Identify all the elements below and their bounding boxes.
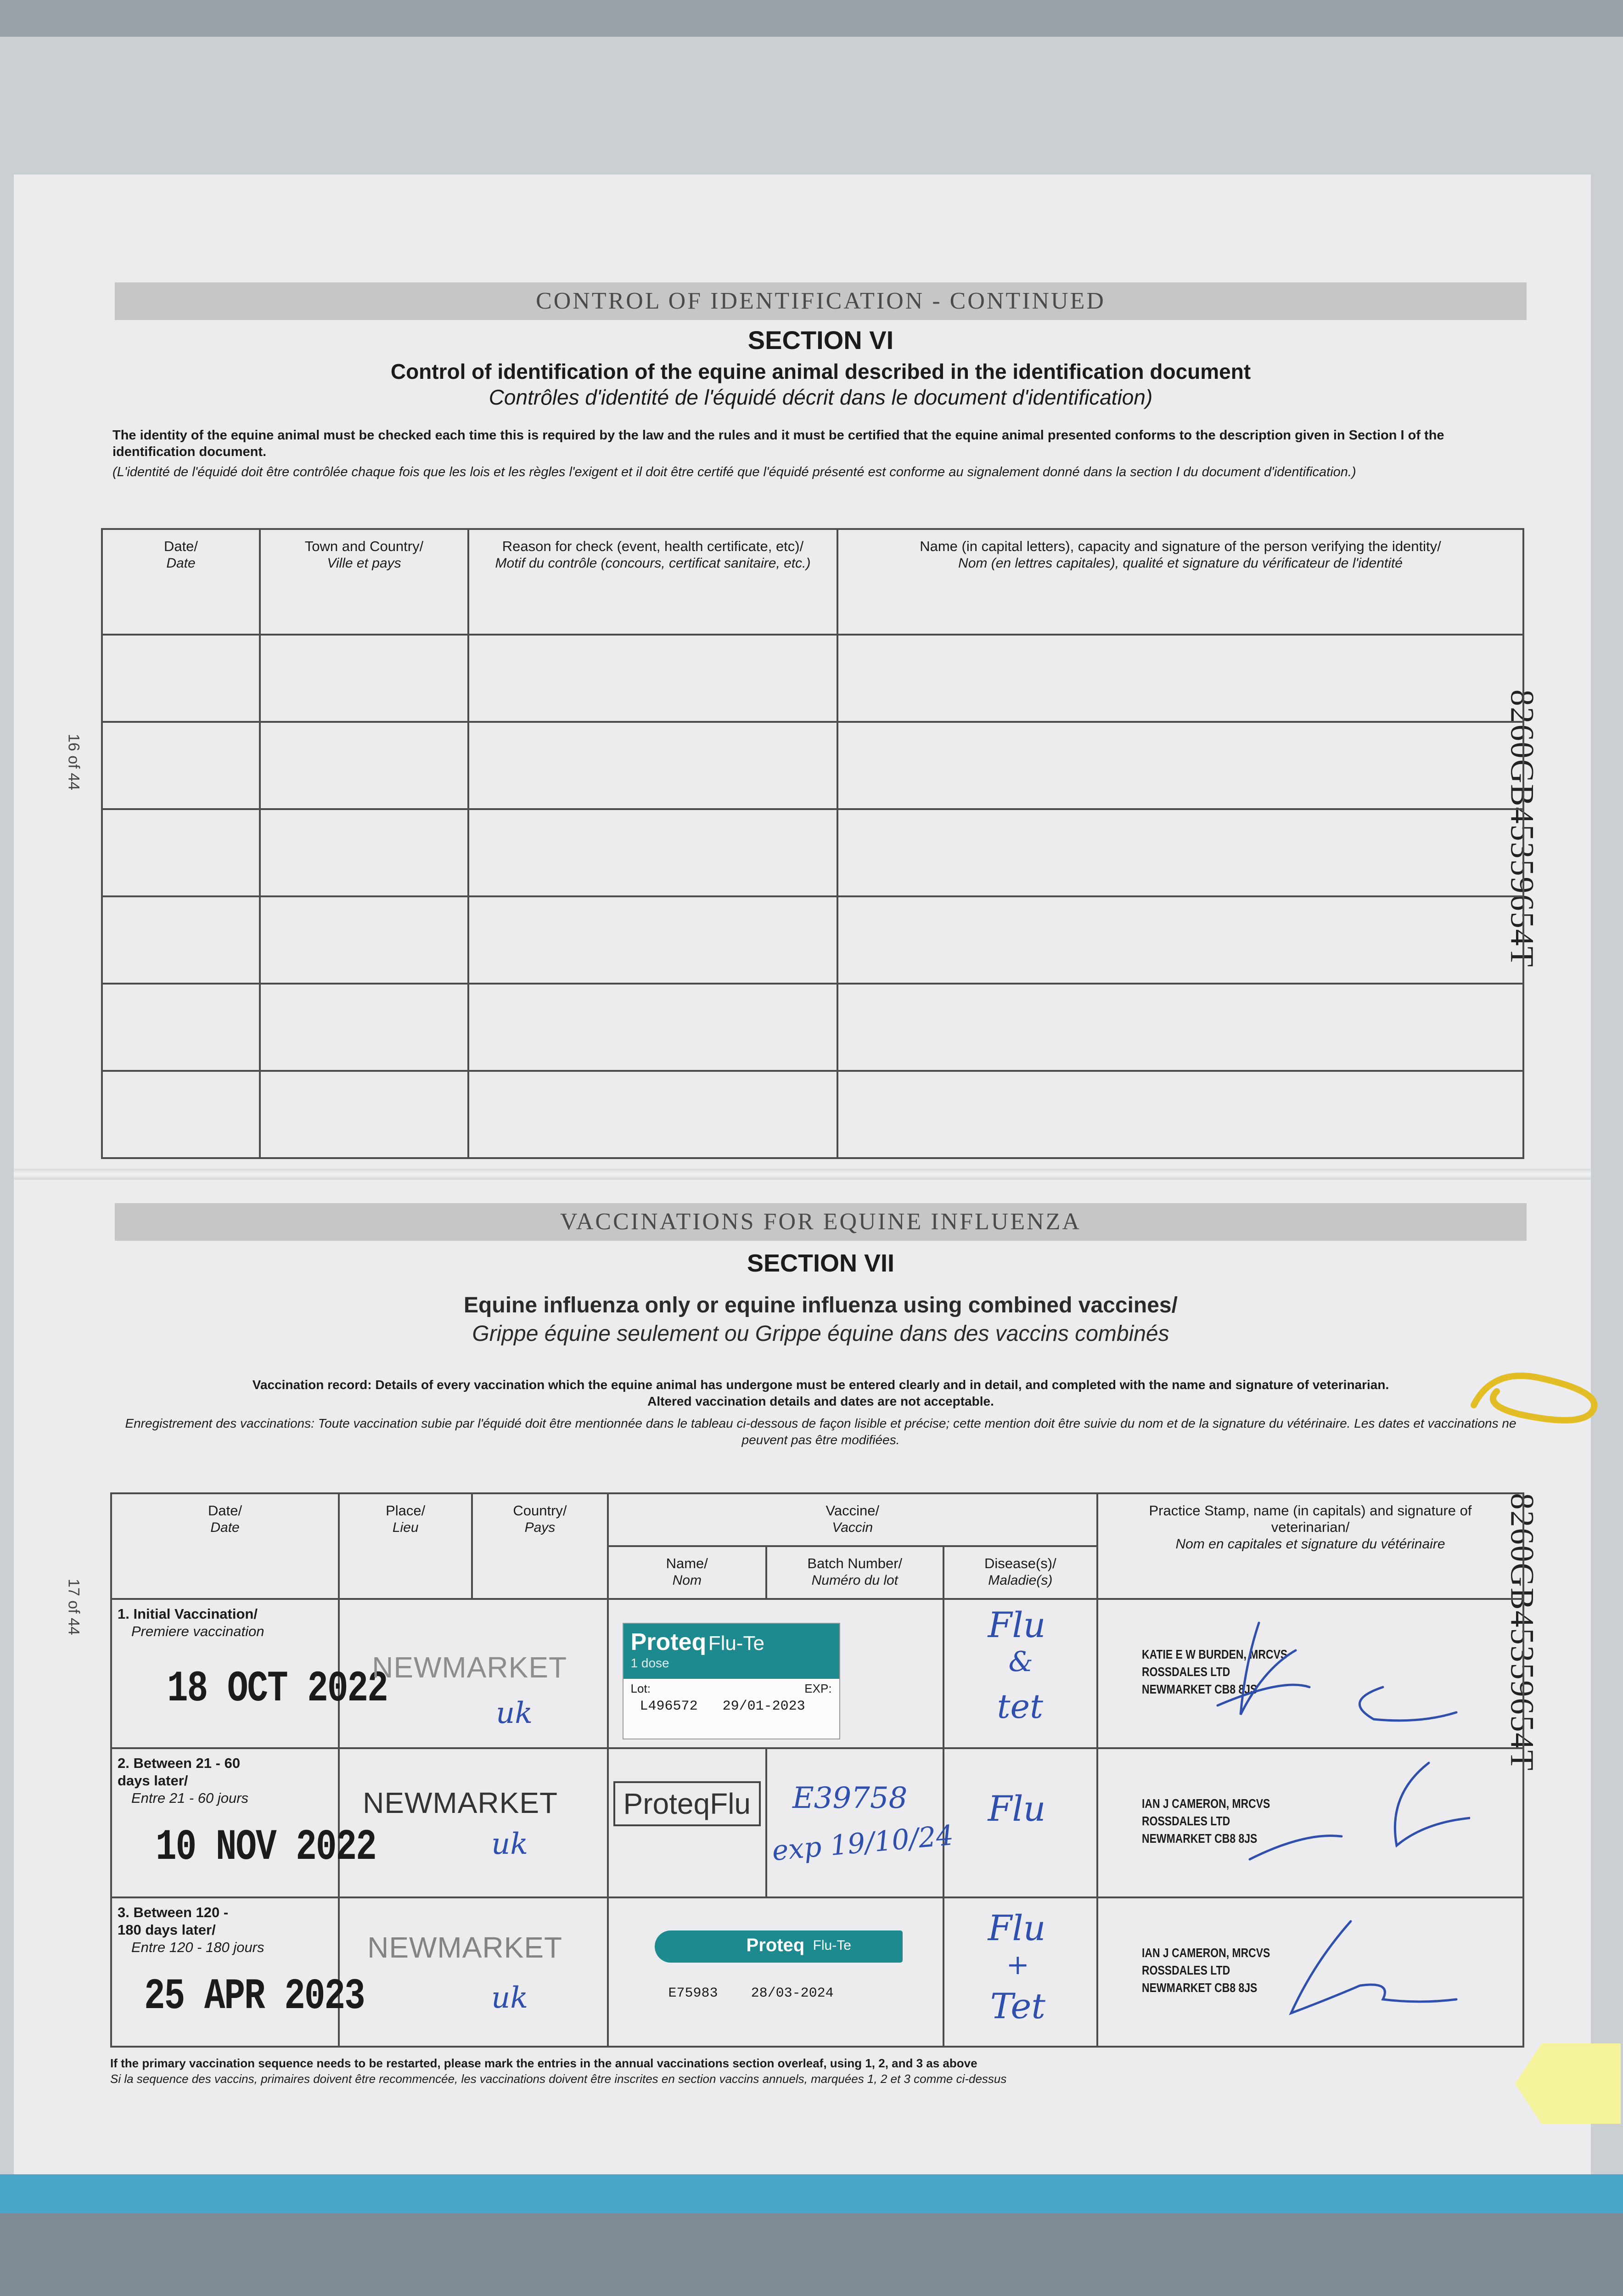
vaccination-header-top [111,1493,1523,1546]
vacc-row-2-place: NEWMARKET [363,1786,558,1819]
vacc-row-3-disease-2: + [1006,1949,1029,1981]
table-row [102,896,1523,984]
vacc-row-3-label-fr: Entre 120 - 180 jours [131,1939,264,1955]
vaccine-brand-1: Proteq [630,1629,707,1655]
col-reason: Reason for check (event, health certificate, etc)/ Motif du contrôle (concours, certificat sanitaire, etc.) [468,529,837,635]
vaccine-lot-1: L496572 [640,1699,698,1714]
vacc-row-2-disease-cell [943,1748,1097,1897]
vacc-row-3-vet-stamp: IAN J CAMERON, MRCVS ROSSDALES LTD NEWMARKET CB8 8JS [1142,1946,1270,1995]
restart-note-fr: Si la sequence des vaccins, primaires doivent être recommencée, les vaccinations doivent être inscrites en section vaccins annuels, marquées 1, 2 et 3 comme ci-dessus [110,2072,1007,2086]
page-number-16: 16 of 44 [65,734,83,790]
vaccine-exp-3: 28/03-2024 [751,1986,834,2001]
section-vii-title: SECTION VII [747,1249,895,1277]
col-vacc-name: Name/ Nom [608,1546,766,1599]
vacc-row-1-date-cell [111,1599,387,1748]
vacc-row-1-date: 18 OCT 2022 [167,1664,387,1714]
vet-signature-icon [1190,1609,1466,1733]
vaccine-lot-label-1: Lot: [630,1682,651,1695]
vacc-row-1-disease-1: Flu [988,1604,1046,1645]
vacc-row-2-batch: E39758 [792,1781,908,1815]
header-bar-control: CONTROL OF IDENTIFICATION - CONTINUED [115,282,1527,320]
document-id-top: 8260GB45359654T [1504,689,1541,968]
table-row [111,1748,1523,1897]
vacc-row-1-label-fr: Premiere vaccination [131,1623,264,1639]
col-vacc-batch: Batch Number/ Numéro du lot [766,1546,943,1599]
passport-cover-edge [0,2174,1623,2218]
col-vacc-date: Date/ Date [111,1493,339,1599]
vacc-row-2-name-cell [608,1748,766,1897]
table-row [111,1897,1523,2047]
vacc-row-1-country: uk [496,1696,533,1730]
vacc-row-3-vaccine-cell [608,1897,943,2047]
vacc-row-2-stamp-cell [1097,1748,1523,1897]
vacc-row-2-country: uk [491,1827,528,1861]
vacc-row-2-batch-exp: exp 19/10/24 [770,1819,955,1868]
vacc-row-3-label: 3. Between 120 - 180 days later/ [118,1904,229,1938]
control-title-en: Control of identification of the equine animal described in the identification document [390,360,1251,383]
vacc-row-1-label: 1. Initial Vaccination/ [118,1606,258,1622]
vet-signature-icon [1213,1754,1470,1878]
table-row [102,635,1523,722]
book-fold [14,1169,1591,1180]
scan-top-edge [0,0,1623,37]
col-vacc-disease: Disease(s)/ Maladie(s) [943,1546,1097,1599]
vaccination-title-en: Equine influenza only or equine influenza using combined vaccines/ [464,1293,1178,1317]
header-bar-vaccinations: VACCINATIONS FOR EQUINE INFLUENZA [115,1203,1527,1241]
vacc-row-2-date-cell [111,1748,376,1897]
identity-check-table [101,528,1524,1159]
col-vacc-country: Country/ Pays [472,1493,607,1599]
scan-bottom-edge [0,2213,1623,2296]
table-row [102,1071,1523,1158]
control-intro-en: The identity of the equine animal must be checked each time this is required by the law and the rules and it must be certified that the equine animal presented conforms to the description given in Section I of the identification document. [112,428,1444,459]
vacc-row-2-place-cell [339,1748,607,1897]
vacc-row-3-date: 25 APR 2023 [144,1972,365,2021]
vaccination-title-fr: Grippe équine seulement ou Grippe équine dans des vaccins combinés [472,1322,1169,1346]
table-row [102,722,1523,809]
vacc-row-3-disease-cell [943,1897,1097,2047]
vacc-row-1-vet-stamp: KATIE E W BURDEN, MRCVS ROSSDALES LTD NEWMARKET CB8 8JS [1142,1647,1288,1696]
vacc-row-3-date-cell [111,1897,365,2047]
vacc-row-1-disease-2: & [1008,1646,1033,1678]
col-verifier: Name (in capital letters), capacity and signature of the person verifying the identity/ Nom (en lettres capitales), qualité et signature du vérificateur de l'identité [837,529,1523,635]
vacc-row-2-label-fr: Entre 21 - 60 jours [131,1790,249,1806]
vaccine-brand-3: Proteq [746,1935,805,1955]
record-note-fr: Enregistrement des vaccinations: Toute vaccination subie par l'équidé doit être mentionnée dans le tableau ci-dessous de façon lisible et précise; cette mention doit être suivie du nom et de la signature du vétérinaire. Les dates et vaccinations ne peuvent pas être modifiées. [125,1416,1516,1447]
vacc-row-2-label: 2. Between 21 - 60 days later/ [118,1755,241,1789]
col-date: Date/ Date [102,529,260,635]
vacc-row-3-stamp-cell [1097,1897,1523,2047]
table-row [102,809,1523,896]
col-town: Town and Country/ Ville et pays [260,529,468,635]
vacc-row-3-place-cell [339,1897,607,2047]
vaccine-exp-1: 29/01-2023 [722,1699,805,1714]
vacc-row-2-disease-1: Flu [988,1788,1046,1829]
section-vi-title: SECTION VI [747,326,894,355]
vaccine-lot-3-line [668,1986,834,2001]
document-id-bottom: 8260GB45359654T [1504,1493,1541,1772]
vaccine-exp-label-1: EXP: [804,1682,832,1695]
vacc-row-3-disease-3: Tet [990,1986,1045,2026]
vacc-row-1-disease-3: tet [997,1687,1044,1726]
vaccine-sticker-1 [623,1623,840,1739]
vacc-row-2-date: 10 NOV 2022 [156,1823,376,1872]
vacc-row-1-disease-cell [943,1599,1097,1748]
vacc-row-1-stamp-cell [1097,1599,1523,1748]
vaccine-lot-3: E75983 [668,1986,718,2001]
vacc-row-2-vet-stamp: IAN J CAMERON, MRCVS ROSSDALES LTD NEWMARKET CB8 8JS [1142,1796,1270,1846]
vaccine-dose-1: 1 dose [630,1656,669,1670]
vacc-row-1-vaccine-cell [608,1599,943,1748]
vacc-row-3-place: NEWMARKET [367,1931,563,1964]
vacc-row-3-disease-1: Flu [988,1908,1046,1948]
vacc-row-2-vaccine-stamp: ProteqFlu [613,1781,761,1826]
record-note-en: Vaccination record: Details of every vaccination which the equine animal has undergone must be entered clearly and in detail, and completed with the name and signature of veterinarian. Altered vaccination details and dates are not acceptable. [252,1378,1389,1408]
vaccine-product-1: Flu-Te [708,1632,764,1654]
vaccine-sticker-3 [655,1930,903,1963]
vacc-row-2-batch-cell [766,1748,955,1897]
table-row [111,1599,1523,1748]
control-title-fr: Contrôles d'identité de l'équidé décrit dans le document d'identification) [489,385,1153,409]
vaccination-table [110,1492,1524,2048]
vacc-row-1-place-cell [339,1599,607,1748]
vacc-row-1-place: NEWMARKET [372,1651,567,1684]
vaccine-product-3: Flu-Te [813,1938,851,1953]
identity-check-header [102,529,1523,635]
vacc-row-3-country: uk [491,1981,528,2015]
table-row [102,984,1523,1071]
control-intro-fr: (L'identité de l'équidé doit être contrôlée chaque fois que les lois et les règles l'exigent et il doit être certifé que l'équidé présenté est conforme au signalement donné dans la section I du document d'identification.) [112,465,1356,479]
restart-note-en: If the primary vaccination sequence needs to be restarted, please mark the entries in the annual vaccinations section overleaf, using 1, 2, and 3 as above [110,2056,977,2070]
col-vacc-place: Place/ Lieu [339,1493,472,1599]
col-vacc-stamp: Practice Stamp, name (in capitals) and signature of veterinarian/ Nom en capitales et signature du vétérinaire [1097,1493,1523,1599]
page-number-17: 17 of 44 [65,1579,83,1635]
vet-signature-icon [1199,1908,1475,2032]
col-vacc-vaccine: Vaccine/ Vaccin [608,1493,1097,1546]
